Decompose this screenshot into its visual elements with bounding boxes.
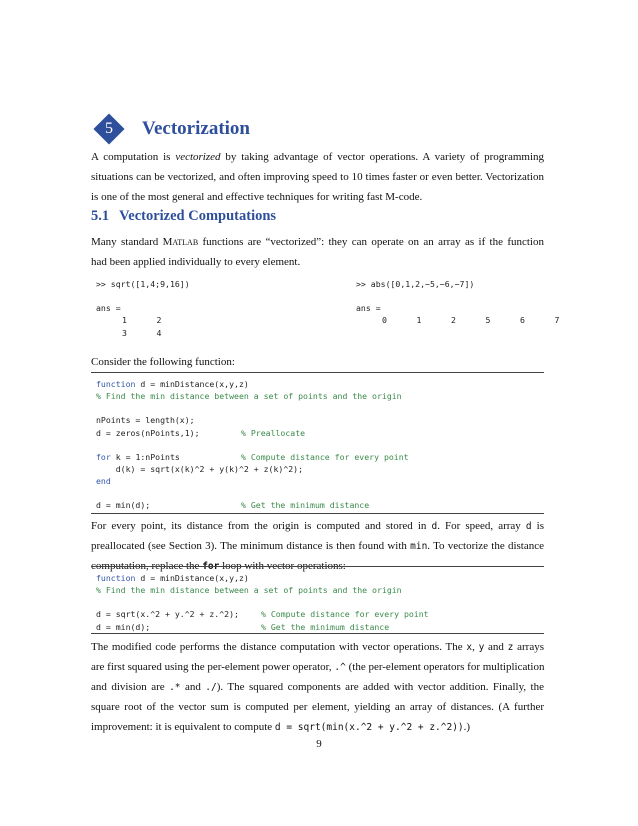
code-rule-top-2 [91, 566, 544, 567]
code-block-vectorized: function d = minDistance(x,y,z) % Find the min distance between a set of points and the origin d = sqrt(x.^2 + y.^2 + z.^2); % Compute distance for every point d = min(d); % Get the minimum distance [96, 573, 429, 632]
intro-line-2: situations can be vectorized, and often improving speed to 10 times faster or even better. Vectorization [91, 171, 544, 183]
intro-line-1: A computation is vectorized by taking advantage of vector operations. A variety of programming [91, 151, 544, 163]
intro-paragraph [91, 147, 544, 207]
matlab-brand: Matlab [162, 236, 199, 248]
example-sqrt: >> sqrt([1,4;9,16]) ans = 1 2 3 4 [96, 279, 190, 338]
emphasis-vectorized: vectorized [175, 151, 221, 163]
code-rule-bottom-1 [91, 513, 544, 514]
paragraph-vectorized-functions: Many standard Matlab functions are “vectorized”: they can operate on an array as if the function had been applied individually to every element. [91, 236, 544, 268]
example-abs: >> abs([0,1,2,−5,−6,−7]) ans = 0 1 2 5 6 7 [356, 279, 560, 326]
paragraph-explanation: For every point, its distance from the origin is computed and stored in d. For speed, array d is preallocated (see Section 3). The minimum distance is then found with min. To vectorize the distance computation, replace the for loop with vector operations: [91, 520, 545, 572]
code-block-loop: function d = minDistance(x,y,z) % Find the min distance between a set of points and the origin nPoints = length(x); d = zeros(nPoints,1); % Preallocate for k = 1:nPoints % Compute distance for every point d(k) = sqrt(x(k)^2 + y(k)^2 + z(k)^2); end d = min(d); % Get the minimum distance [96, 379, 409, 511]
subsection-number: 5.1 [91, 208, 110, 224]
section-title: Vectorization [142, 118, 250, 139]
subsection-heading [91, 205, 276, 227]
code-rule-top-1 [91, 372, 544, 373]
intro-line-3: is one of the most general and effective techniques for writing fast M-code. [91, 191, 423, 203]
consider-text: Consider the following function: [91, 356, 235, 368]
page-number: 9 [316, 738, 322, 750]
section-number: 5 [105, 120, 113, 137]
paragraph-modified-code: The modified code performs the distance computation with vector operations. The x, y and z arrays are first squared using the per-element power operator, .^ (the per-element operators for multiplication and division are .* and ./). The squared components are added with vector addition. Finally, the square root of the vector sum is computed per element, yielding an array of distances. (A further improvement: it is equivalent to compute d = sqrt(min(x.^2 + y.^2 + z.^2)).) [91, 641, 545, 733]
code-rule-bottom-2 [91, 633, 544, 634]
subsection-title: Vectorized Computations [119, 208, 277, 224]
